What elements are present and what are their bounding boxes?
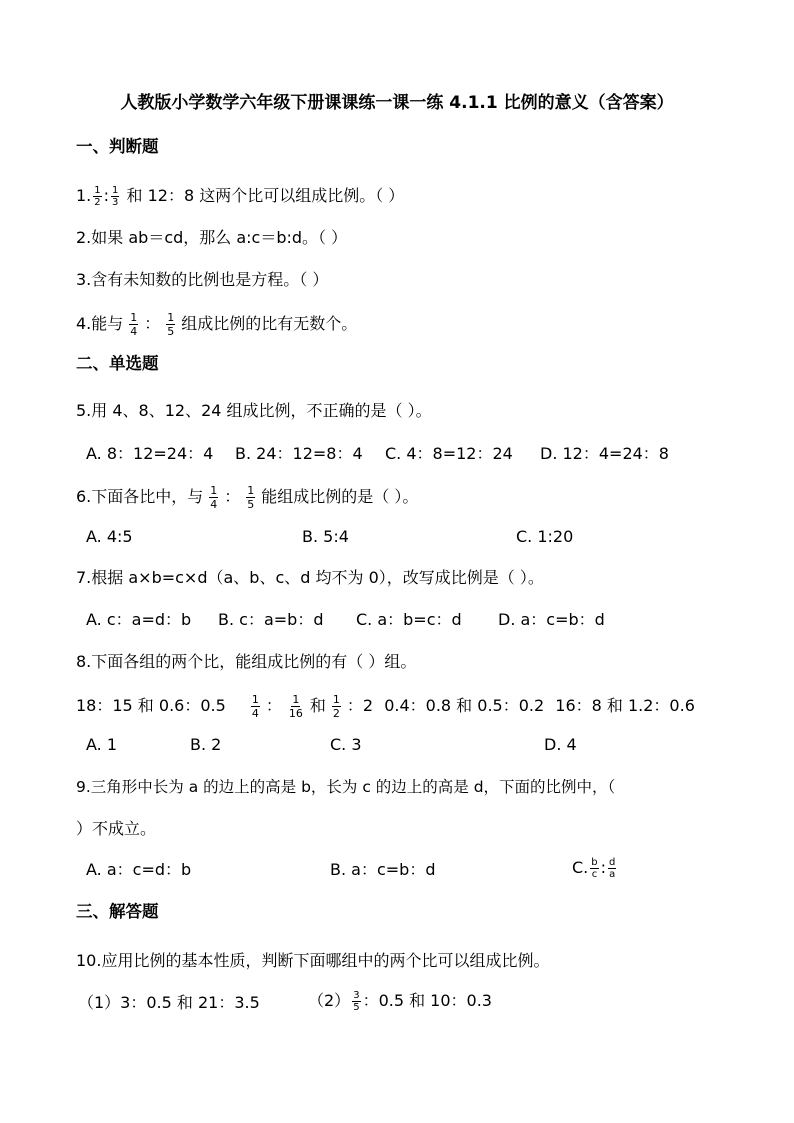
question-1: 1. $\frac{1}{2}$ : $\frac{1}{3}$ 和 12：8 这两个比可以组成比例。（ ）: [76, 185, 405, 208]
fraction-d-a: $\frac{d}{a}$: [609, 857, 616, 880]
q7-option-d: D. a：c=b：d: [498, 610, 605, 629]
q5-option-b: B. 24：12=8：4: [235, 444, 363, 463]
section-heading-true-false: 一、判断题: [76, 137, 159, 156]
fraction-1-4: $\frac{1}{4}$: [130, 311, 138, 338]
question-4: 4.能与 $\frac{1}{4}$ ： $\frac{1}{5}$ 组成比例的比有无数个。: [76, 311, 358, 338]
fraction-3-5: $\frac{3}{5}$: [353, 990, 360, 1013]
q6-option-b: B. 5:4: [302, 527, 349, 546]
q8-ratio-groups: 18：15 和 0.6：0.5 $\frac{1}{4}$ ： $\frac{1}{16}$ 和 $\frac{1}{2}$ ：2 0.4：0.8 和 0.5：0.2 16：8 和 1.2：0.6: [76, 693, 695, 720]
fraction-1-5: $\frac{1}{5}$: [167, 311, 175, 338]
fraction-1-4: $\frac{1}{4}$: [251, 693, 259, 720]
q9-option-c: C. $\frac{b}{c}$ : $\frac{d}{a}$: [572, 857, 616, 880]
q5-option-d: D. 12：4=24：8: [540, 444, 669, 463]
q8-option-c: C. 3: [330, 735, 362, 754]
q7-option-a: A. c：a=d：b: [86, 610, 192, 629]
question-8: 8.下面各组的两个比，能组成比例的有（ ）组。: [76, 652, 417, 671]
fraction-1-4: $\frac{1}{4}$: [210, 484, 218, 511]
question-5: 5.用 4、8、12、24 组成比例，不正确的是（ ）。: [76, 401, 432, 420]
page-title: 人教版小学数学六年级下册课课练一课一练 4.1.1 比例的意义（含答案）: [120, 93, 674, 113]
question-7: 7.根据 a×b=c×d（a、b、c、d 均不为 0），改写成比例是（ ）。: [76, 568, 544, 587]
fraction-1-16: $\frac{1}{16}$: [288, 693, 303, 720]
q7-option-c: C. a：b=c：d: [356, 610, 462, 629]
fraction-1-2: $\frac{1}{2}$: [332, 693, 340, 720]
q7-option-b: B. c：a=b：d: [218, 610, 324, 629]
q5-option-a: A. 8：12=24：4: [86, 444, 214, 463]
question-3: 3.含有未知数的比例也是方程。（ ）: [76, 270, 329, 289]
question-2: 2.如果 ab＝cd，那么 a:c＝b:d。（ ）: [76, 228, 348, 247]
q6-option-c: C. 1:20: [516, 527, 574, 546]
question-9: 9.三角形中长为 a 的边上的高是 b，长为 c 的边上的高是 d，下面的比例中，（: [76, 778, 616, 796]
section-heading-multiple-choice: 二、单选题: [76, 354, 159, 373]
fraction-1-2: $\frac{1}{2}$: [94, 185, 101, 208]
q9-option-b: B. a：c=b：d: [330, 860, 436, 879]
fraction-1-5: $\frac{1}{5}$: [247, 484, 255, 511]
fraction-1-3: $\frac{1}{3}$: [112, 185, 119, 208]
q10-part-2: （2） $\frac{3}{5}$ ：0.5 和 10：0.3: [308, 990, 492, 1013]
q9-option-a: A. a：c=d：b: [86, 860, 192, 879]
question-6: 6.下面各比中，与 $\frac{1}{4}$ ： $\frac{1}{5}$ 能组成比例的是（ ）。: [76, 484, 419, 511]
q10-part-1: （1）3：0.5 和 21：3.5: [78, 993, 260, 1012]
question-9-continued: ）不成立。: [76, 819, 157, 838]
q6-option-a: A. 4:5: [86, 527, 133, 546]
question-10: 10.应用比例的基本性质，判断下面哪组中的两个比可以组成比例。: [76, 951, 550, 970]
q5-option-c: C. 4：8=12：24: [385, 444, 513, 463]
section-heading-answer: 三、解答题: [76, 902, 159, 921]
q8-option-d: D. 4: [544, 735, 577, 754]
q8-option-b: B. 2: [190, 735, 222, 754]
fraction-b-c: $\frac{b}{c}$: [591, 857, 598, 880]
q8-option-a: A. 1: [86, 735, 118, 754]
